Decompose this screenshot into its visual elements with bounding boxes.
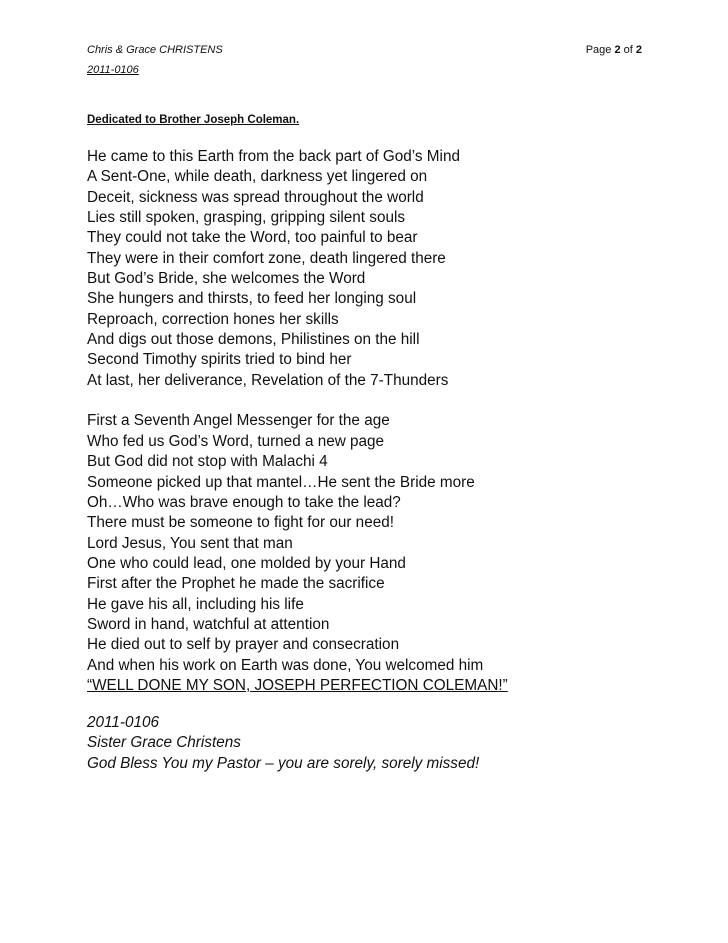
page-of: of xyxy=(620,44,636,56)
poem-line: Oh…Who was brave enough to take the lead? xyxy=(87,493,401,511)
stanza-1 xyxy=(87,147,508,391)
page-prefix: Page xyxy=(585,44,615,56)
page-header xyxy=(87,40,223,80)
poem-line: But God did not stop with Malachi 4 xyxy=(87,453,328,471)
poem-line: They could not take the Word, too painful to bear xyxy=(87,229,418,247)
poem-line: Someone picked up that mantel…He sent the Bride more xyxy=(87,473,475,491)
poem-line: There must be someone to fight for our need! xyxy=(87,514,394,532)
poem-line: He died out to self by prayer and consecration xyxy=(87,636,400,654)
poem-line: Second Timothy spirits tried to bind her xyxy=(87,351,352,369)
dedication: Dedicated to Brother Joseph Coleman. xyxy=(87,114,300,126)
poem-line: Lies still spoken, grasping, gripping silent souls xyxy=(87,209,406,227)
poem-line: First a Seventh Angel Messenger for the age xyxy=(87,412,390,430)
poem-line: One who could lead, one molded by your Hand xyxy=(87,554,406,572)
poem-line: Lord Jesus, You sent that man xyxy=(87,534,293,552)
poem-line: Reproach, correction hones her skills xyxy=(87,310,339,328)
signature-block xyxy=(87,713,479,774)
poem-line: First after the Prophet he made the sacrifice xyxy=(87,575,385,593)
poem-line: She hungers and thirsts, to feed her longing soul xyxy=(87,290,417,308)
signature-blessing: God Bless You my Pastor – you are sorely, sorely missed! xyxy=(87,754,480,772)
poem xyxy=(87,147,508,717)
page-current: 2 xyxy=(614,44,621,56)
poem-line: Sword in hand, watchful at attention xyxy=(87,615,330,633)
signature-name: Sister Grace Christens xyxy=(87,734,241,752)
poem-line: A Sent-One, while death, darkness yet lingered on xyxy=(87,168,428,186)
poem-line: Who fed us God’s Word, turned a new page xyxy=(87,432,385,450)
page-total: 2 xyxy=(635,44,642,56)
poem-line: At last, her deliverance, Revelation of the 7-Thunders xyxy=(87,371,449,389)
poem-line: But God’s Bride, she welcomes the Word xyxy=(87,270,366,288)
header-doc-id: 2011-0106 xyxy=(87,64,139,76)
poem-line: And digs out those demons, Philistines on the hill xyxy=(87,331,420,349)
signature-date: 2011-0106 xyxy=(87,714,160,731)
poem-line: Deceit, sickness was spread throughout the world xyxy=(87,188,424,206)
header-author: Chris & Grace CHRISTENS xyxy=(87,44,223,56)
stanza-2 xyxy=(87,411,508,696)
page-number xyxy=(586,40,642,60)
poem-line: He gave his all, including his life xyxy=(87,595,304,613)
poem-final-line: “WELL DONE MY SON, JOSEPH PERFECTION COLEMAN!” xyxy=(87,676,508,694)
poem-line: They were in their comfort zone, death lingered there xyxy=(87,249,446,267)
poem-line: And when his work on Earth was done, You welcomed him xyxy=(87,656,484,674)
poem-line: He came to this Earth from the back part of God’s Mind xyxy=(87,148,460,165)
